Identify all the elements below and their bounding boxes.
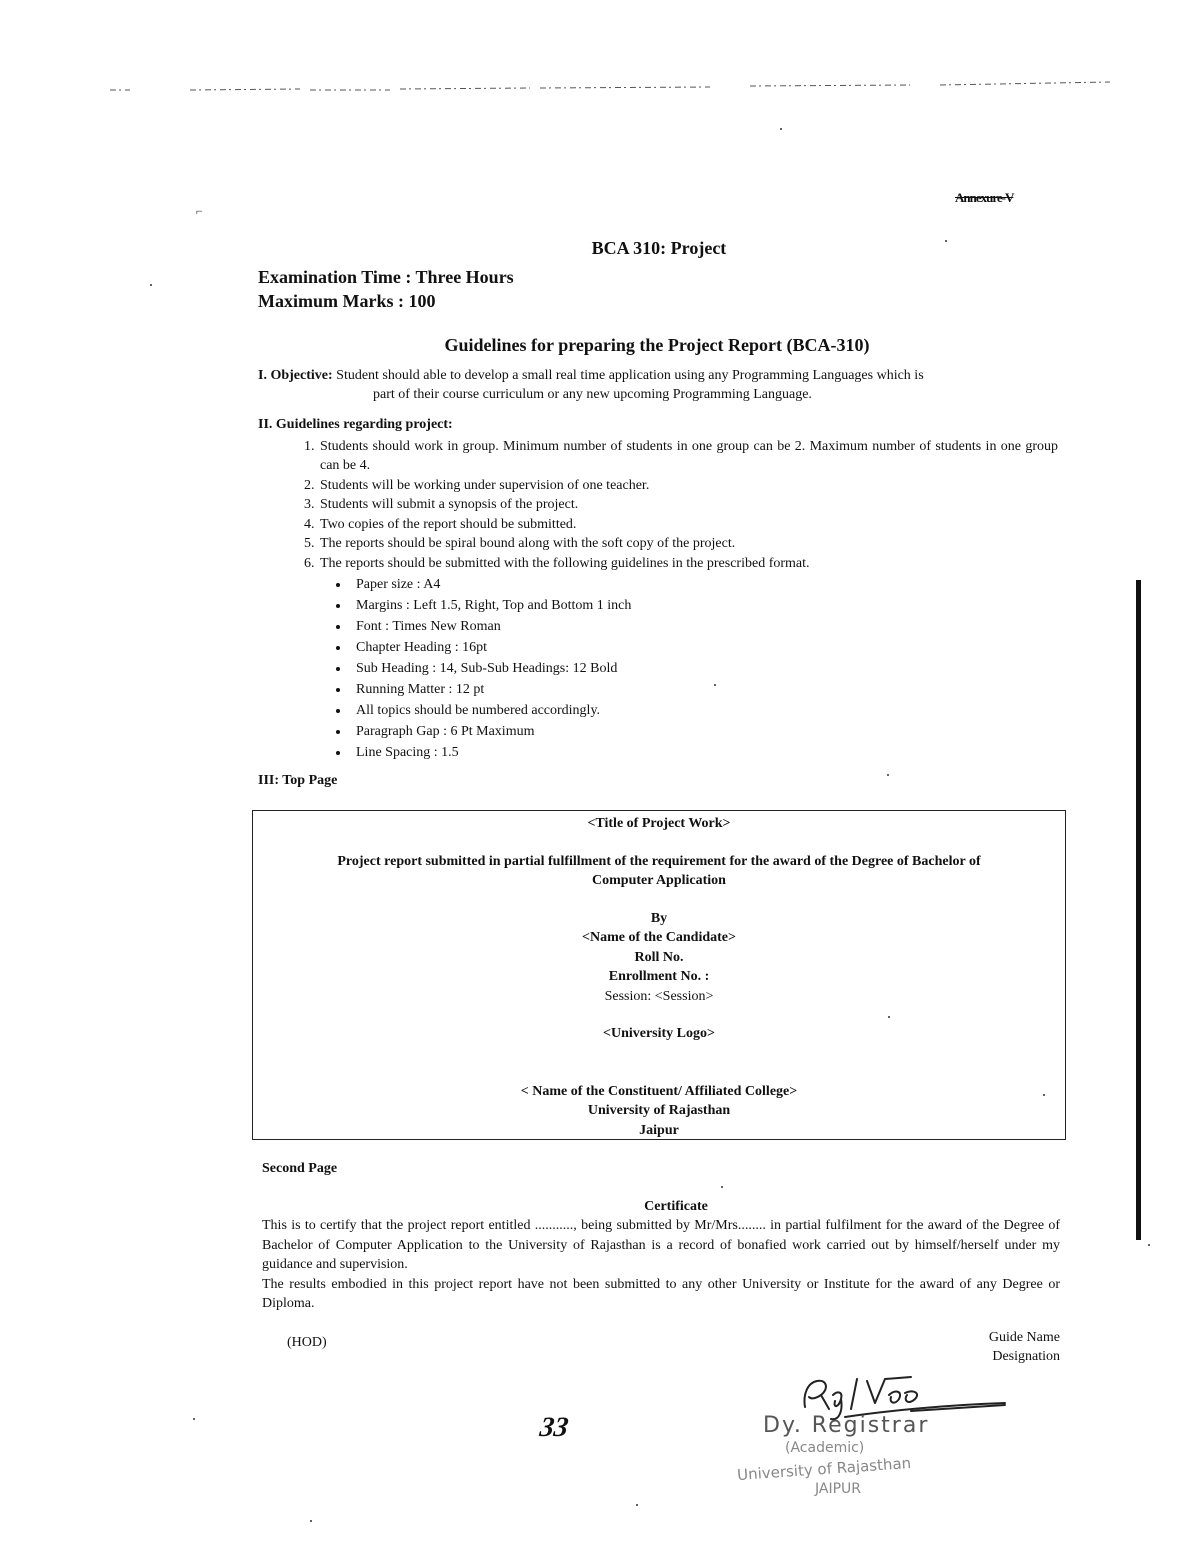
annexure-stamp: Annexure-V bbox=[955, 190, 1014, 205]
roll-no-label: Roll No. bbox=[634, 949, 684, 965]
format-item: • Chapter Heading : 16pt bbox=[350, 638, 1058, 658]
seal-line-3: University of Rajasthan bbox=[736, 1453, 912, 1485]
certificate-paragraph-2: The results embodied in this project report have not been submitted to any other University or Institute for the award of any Degree or Diploma. bbox=[262, 1276, 1060, 1311]
format-list bbox=[320, 575, 1058, 763]
city-name: Jaipur bbox=[639, 1122, 679, 1138]
format-item: • Sub Heading : 14, Sub-Sub Headings: 12 Bold bbox=[350, 659, 1058, 679]
guideline-item: 1. Students should work in group. Minimum number of students in one group can be 2. Maximum number of students in one group can be 4. bbox=[318, 437, 1058, 476]
scan-edge-line bbox=[1136, 580, 1141, 1240]
scan-speck bbox=[945, 240, 947, 242]
guidelines-section bbox=[258, 415, 1058, 764]
scan-mark: ⌐ bbox=[196, 204, 203, 218]
guideline-item-text: The reports should be submitted with the following guidelines in the prescribed format. bbox=[320, 555, 810, 571]
objective-text-2: part of their course curriculum or any new upcoming Programming Language. bbox=[373, 387, 812, 402]
scan-speck bbox=[888, 1016, 890, 1018]
by-label: By bbox=[650, 910, 668, 926]
guideline-item: 2. Students will be working under supervision of one teacher. bbox=[318, 476, 1058, 496]
top-page-heading: III: Top Page bbox=[258, 773, 338, 788]
format-item: • Paper size : A4 bbox=[350, 575, 1058, 595]
objective-text-1: Student should able to develop a small real time application using any Programming Languages which is bbox=[332, 368, 924, 383]
format-item: • Running Matter : 12 pt bbox=[350, 680, 1058, 700]
guidelines-title: Guidelines for preparing the Project Report (BCA-310) bbox=[444, 335, 870, 355]
certificate-title: Certificate bbox=[644, 1199, 708, 1214]
objective-section bbox=[258, 366, 1058, 404]
submission-line-2: Computer Application bbox=[592, 873, 726, 888]
scan-speck bbox=[721, 1186, 723, 1188]
format-item: • All topics should be numbered accordingly. bbox=[350, 701, 1058, 721]
hod-label: (HOD) bbox=[287, 1335, 327, 1350]
guideline-item bbox=[318, 554, 1058, 763]
certificate-body bbox=[262, 1216, 1060, 1314]
objective-label: I. Objective: bbox=[258, 368, 333, 383]
exam-time: Examination Time : Three Hours bbox=[258, 267, 514, 287]
scan-speck bbox=[714, 684, 716, 686]
format-item: • Margins : Left 1.5, Right, Top and Bottom 1 inch bbox=[350, 596, 1058, 616]
guidelines-heading: II. Guidelines regarding project: bbox=[258, 417, 453, 432]
max-marks: Maximum Marks : 100 bbox=[258, 291, 436, 311]
seal-line-4: JAIPUR bbox=[815, 1481, 862, 1497]
candidate-placeholder: <Name of the Candidate> bbox=[582, 930, 736, 945]
guide-block bbox=[940, 1328, 1060, 1366]
scan-speck bbox=[1043, 1094, 1045, 1096]
guideline-item: 3. Students will submit a synopsis of the project. bbox=[318, 495, 1058, 515]
designation-label: Designation bbox=[992, 1349, 1060, 1364]
format-item: • Paragraph Gap : 6 Pt Maximum bbox=[350, 722, 1058, 742]
scan-speck bbox=[887, 774, 889, 776]
guideline-item: 4. Two copies of the report should be submitted. bbox=[318, 515, 1058, 535]
page-number: 33 bbox=[537, 1412, 571, 1443]
scan-noise-top bbox=[110, 80, 1110, 94]
university-name: University of Rajasthan bbox=[587, 1103, 731, 1118]
guidelines-list bbox=[258, 437, 1058, 763]
session-placeholder: Session: <Session> bbox=[604, 988, 714, 1004]
scan-speck bbox=[150, 284, 152, 286]
course-title: BCA 310: Project bbox=[591, 238, 727, 258]
scan-speck bbox=[780, 128, 782, 130]
format-item: • Line Spacing : 1.5 bbox=[350, 743, 1058, 763]
guideline-item: 5. The reports should be spiral bound along with the soft copy of the project. bbox=[318, 534, 1058, 554]
seal-line-2: (Academic) bbox=[785, 1440, 865, 1456]
format-item: • Font : Times New Roman bbox=[350, 617, 1058, 637]
submission-line-1: Project report submitted in partial fulfillment of the requirement for the award of the Degree of Bachelor of bbox=[337, 853, 981, 869]
second-page-heading: Second Page bbox=[262, 1161, 338, 1176]
exam-meta bbox=[258, 265, 514, 313]
top-page-sample-box bbox=[252, 810, 1066, 1140]
scan-speck bbox=[1148, 1244, 1150, 1246]
scan-speck bbox=[310, 1520, 312, 1522]
registrar-seal bbox=[725, 1365, 1015, 1515]
project-title-placeholder: <Title of Project Work> bbox=[587, 816, 731, 831]
university-logo-placeholder: <University Logo> bbox=[602, 1026, 715, 1041]
scan-speck bbox=[636, 1504, 638, 1506]
college-placeholder: < Name of the Constituent/ Affiliated College> bbox=[520, 1083, 798, 1099]
seal-line-1: Dy. Registrar bbox=[763, 1413, 930, 1438]
scan-speck bbox=[193, 1418, 195, 1420]
certificate-paragraph-1: This is to certify that the project report entitled ..........., being submitted by Mr/Mrs........ in partial fulfilment for the award of the Degree of Bachelor of Computer Application to the University of Rajasthan is a record of bonafied work carried out by himself/herself under my guidance and supervision. bbox=[262, 1218, 1060, 1272]
enrollment-no-label: Enrollment No. : bbox=[608, 969, 710, 984]
guide-name-label: Guide Name bbox=[988, 1330, 1060, 1345]
